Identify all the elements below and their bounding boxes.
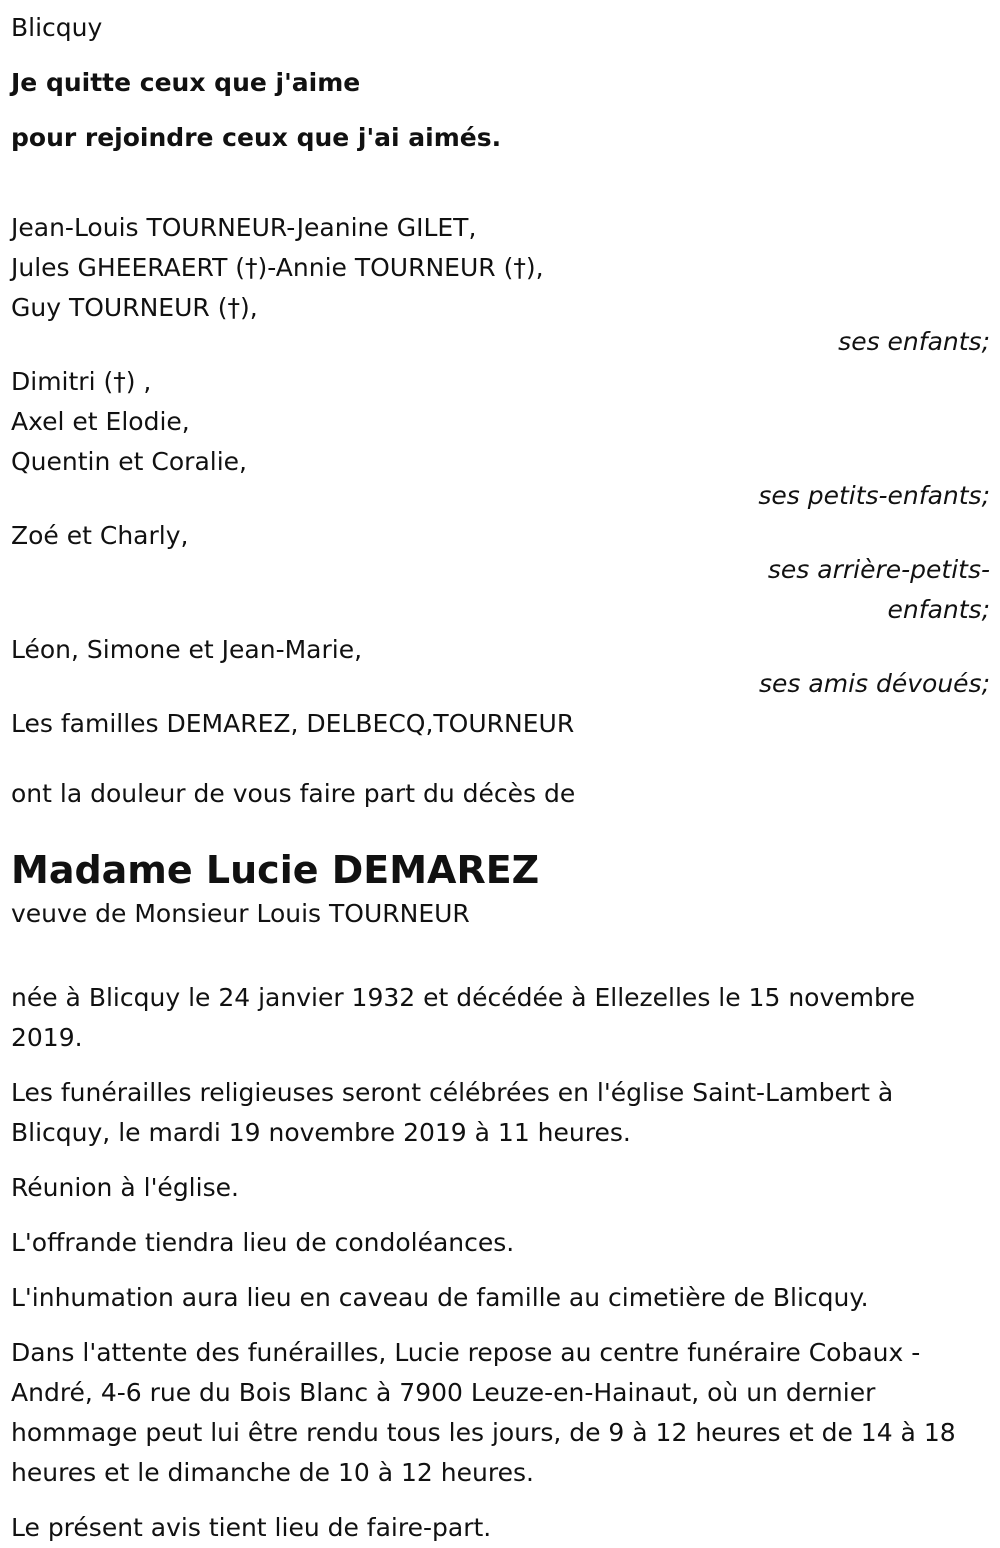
- meeting-paragraph: Réunion à l'église.: [11, 1173, 239, 1202]
- deceased-name: Madame Lucie DEMAREZ: [11, 848, 540, 892]
- funeral-paragraph: Les funérailles religieuses seront célébrées en l'église Saint-Lambert à Blicquy, le mardi 19 novembre 2019 à 11 heures.: [11, 1078, 894, 1147]
- great-grandchildren-group: [11, 516, 990, 630]
- visitation-paragraph: Dans l'attente des funérailles, Lucie repose au centre funéraire Cobaux - André, 4-6 rue du Bois Blanc à 7900 Leuze-en-Hainaut, où un dernier hommage peut lui être rendu tous les jours, de 9 à 12 heures et de 14 à 18 heures et le dimanche de 10 à 12 heures.: [11, 1338, 956, 1487]
- grandchild-line: Axel et Elodie,: [11, 407, 190, 436]
- friends-group: [11, 630, 990, 704]
- grandchild-line: Quentin et Coralie,: [11, 447, 247, 476]
- offering-paragraph: L'offrande tiendra lieu de condoléances.: [11, 1228, 515, 1257]
- quote-line-2: pour rejoindre ceux que j'ai aimés.: [11, 123, 502, 152]
- town-name: Blicquy: [11, 13, 103, 42]
- announcement-line: ont la douleur de vous faire part du décès de: [11, 779, 576, 808]
- burial-paragraph: L'inhumation aura lieu en caveau de famille au cimetière de Blicquy.: [11, 1283, 869, 1312]
- friends-role: ses amis dévoués;: [759, 669, 990, 698]
- child-line: Jean-Louis TOURNEUR-Jeanine GILET,: [11, 213, 477, 242]
- children-role: ses enfants;: [838, 327, 990, 356]
- quote-line-1: Je quitte ceux que j'aime: [11, 68, 361, 97]
- children-group: [11, 208, 990, 362]
- closing-paragraph: Le présent avis tient lieu de faire-part.: [11, 1513, 492, 1542]
- families-line: Les familles DEMAREZ, DELBECQ,TOURNEUR: [11, 709, 575, 738]
- grandchild-line: Dimitri (†) ,: [11, 367, 152, 396]
- child-line: Jules GHEERAERT (†)-Annie TOURNEUR (†),: [11, 253, 544, 282]
- grandchildren-group: [11, 362, 990, 516]
- grandchildren-role: ses petits-enfants;: [758, 481, 990, 510]
- birth-death-paragraph: née à Blicquy le 24 janvier 1932 et décédée à Ellezelles le 15 novembre 2019.: [11, 983, 915, 1052]
- child-line: Guy TOURNEUR (†),: [11, 293, 258, 322]
- friend-line: Léon, Simone et Jean-Marie,: [11, 635, 363, 664]
- great-grandchildren-role: ses arrière-petits-enfants;: [767, 555, 990, 624]
- deceased-spouse: veuve de Monsieur Louis TOURNEUR: [11, 899, 470, 928]
- great-grandchild-line: Zoé et Charly,: [11, 521, 189, 550]
